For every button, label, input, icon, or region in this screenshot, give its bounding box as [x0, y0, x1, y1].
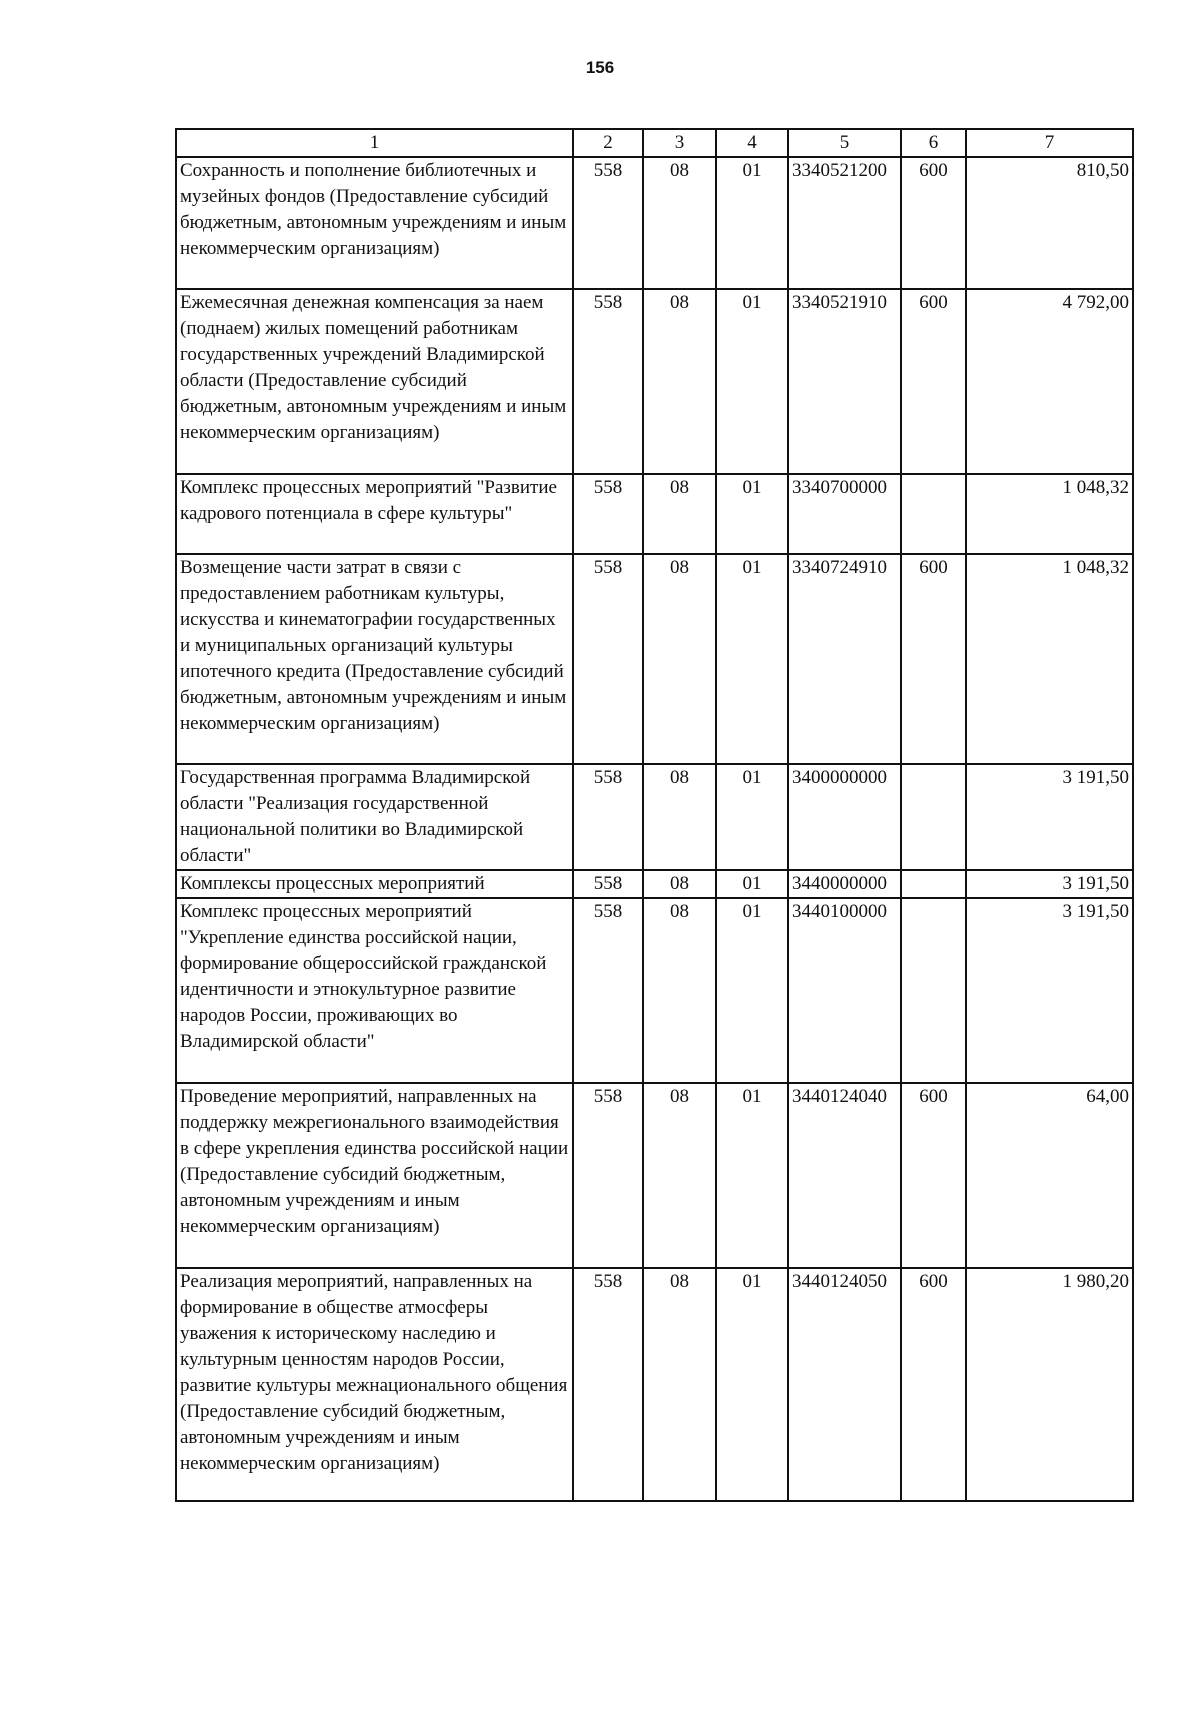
ministry-code-cell: 558 [573, 554, 643, 764]
row-name-cell: Реализация мероприятий, направленных на формирование в обществе атмосферы уважения к историческому наследию и культурным ценностям народов России, развитие культуры межнационального общения (Предоставление субсидий бюджетным, автономным учреждениям и иным некоммерческим организациям) [176, 1268, 573, 1501]
header-col-1: 1 [176, 129, 573, 157]
table-row [176, 1083, 1133, 1268]
target-article-cell: 3440000000 [788, 870, 901, 898]
expense-type-cell: 600 [901, 1268, 966, 1501]
ministry-code-cell: 558 [573, 1083, 643, 1268]
table-header [176, 129, 1133, 157]
ministry-code-cell: 558 [573, 898, 643, 1083]
ministry-code-cell: 558 [573, 870, 643, 898]
header-col-6: 6 [901, 129, 966, 157]
subsection-code-cell: 01 [716, 157, 788, 289]
expense-type-cell: 600 [901, 157, 966, 289]
amount-cell: 1 980,20 [966, 1268, 1133, 1501]
table-row [176, 870, 1133, 898]
row-name-cell: Государственная программа Владимирской области "Реализация государственной национальной политики во Владимирской области" [176, 764, 573, 870]
table-row [176, 289, 1133, 474]
target-article-cell: 3400000000 [788, 764, 901, 870]
amount-cell: 1 048,32 [966, 474, 1133, 554]
amount-cell: 4 792,00 [966, 289, 1133, 474]
subsection-code-cell: 01 [716, 870, 788, 898]
target-article-cell: 3440124040 [788, 1083, 901, 1268]
table-row [176, 157, 1133, 289]
amount-cell: 64,00 [966, 1083, 1133, 1268]
section-code-cell: 08 [643, 157, 716, 289]
row-name-cell: Комплекс процессных мероприятий "Укрепление единства российской нации, формирование общероссийской гражданской идентичности и этнокультурное развитие народов России, проживающих во Владимирской области" [176, 898, 573, 1083]
subsection-code-cell: 01 [716, 474, 788, 554]
section-code-cell: 08 [643, 554, 716, 764]
amount-cell: 3 191,50 [966, 898, 1133, 1083]
page-number: 156 [585, 58, 615, 77]
subsection-code-cell: 01 [716, 764, 788, 870]
section-code-cell: 08 [643, 1268, 716, 1501]
header-col-4: 4 [716, 129, 788, 157]
amount-cell: 3 191,50 [966, 764, 1133, 870]
target-article-cell: 3440100000 [788, 898, 901, 1083]
expense-type-cell: 600 [901, 1083, 966, 1268]
section-code-cell: 08 [643, 898, 716, 1083]
ministry-code-cell: 558 [573, 1268, 643, 1501]
subsection-code-cell: 01 [716, 1268, 788, 1501]
ministry-code-cell: 558 [573, 289, 643, 474]
header-col-3: 3 [643, 129, 716, 157]
subsection-code-cell: 01 [716, 554, 788, 764]
section-code-cell: 08 [643, 870, 716, 898]
target-article-cell: 3440124050 [788, 1268, 901, 1501]
table-row [176, 474, 1133, 554]
row-name-cell: Комплексы процессных мероприятий [176, 870, 573, 898]
header-col-7: 7 [966, 129, 1133, 157]
section-code-cell: 08 [643, 474, 716, 554]
ministry-code-cell: 558 [573, 474, 643, 554]
expense-type-cell [901, 764, 966, 870]
subsection-code-cell: 01 [716, 289, 788, 474]
row-name-cell: Комплекс процессных мероприятий "Развитие кадрового потенциала в сфере культуры" [176, 474, 573, 554]
expense-type-cell [901, 474, 966, 554]
table-row [176, 1268, 1133, 1501]
table-body [176, 157, 1133, 1501]
section-code-cell: 08 [643, 764, 716, 870]
subsection-code-cell: 01 [716, 898, 788, 1083]
table-row [176, 554, 1133, 764]
table-row [176, 898, 1133, 1083]
target-article-cell: 3340521910 [788, 289, 901, 474]
subsection-code-cell: 01 [716, 1083, 788, 1268]
budget-table [175, 128, 1134, 1502]
row-name-cell: Сохранность и пополнение библиотечных и музейных фондов (Предоставление субсидий бюджетным, автономным учреждениям и иным некоммерческим организациям) [176, 157, 573, 289]
amount-cell: 1 048,32 [966, 554, 1133, 764]
target-article-cell: 3340724910 [788, 554, 901, 764]
ministry-code-cell: 558 [573, 157, 643, 289]
expense-type-cell: 600 [901, 554, 966, 764]
ministry-code-cell: 558 [573, 764, 643, 870]
header-col-5: 5 [788, 129, 901, 157]
row-name-cell: Ежемесячная денежная компенсация за наем (поднаем) жилых помещений работникам государственных учреждений Владимирской области (Предоставление субсидий бюджетным, автономным учреждениям и иным некоммерческим организациям) [176, 289, 573, 474]
amount-cell: 810,50 [966, 157, 1133, 289]
section-code-cell: 08 [643, 1083, 716, 1268]
header-row [176, 129, 1133, 157]
expense-type-cell [901, 870, 966, 898]
row-name-cell: Возмещение части затрат в связи с предоставлением работникам культуры, искусства и кинематографии государственных и муниципальных организаций культуры ипотечного кредита (Предоставление субсидий бюджетным, автономным учреждениям и иным некоммерческим организациям) [176, 554, 573, 764]
expense-type-cell: 600 [901, 289, 966, 474]
row-name-cell: Проведение мероприятий, направленных на поддержку межрегионального взаимодействия в сфере укрепления единства российской нации (Предоставление субсидий бюджетным, автономным учреждениям и иным некоммерческим организациям) [176, 1083, 573, 1268]
amount-cell: 3 191,50 [966, 870, 1133, 898]
target-article-cell: 3340700000 [788, 474, 901, 554]
header-col-2: 2 [573, 129, 643, 157]
expense-type-cell [901, 898, 966, 1083]
table-row [176, 764, 1133, 870]
section-code-cell: 08 [643, 289, 716, 474]
target-article-cell: 3340521200 [788, 157, 901, 289]
